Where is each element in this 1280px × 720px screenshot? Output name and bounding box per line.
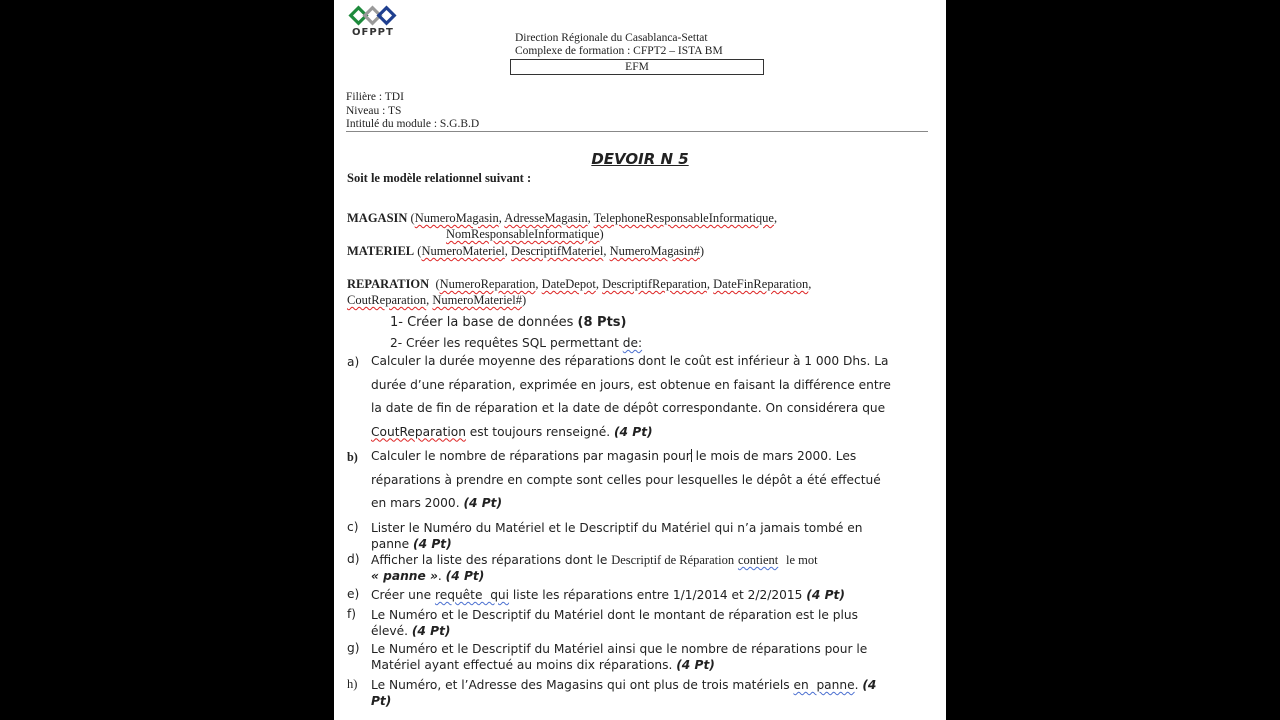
question-e — [371, 587, 845, 603]
flagged-word: contient — [737, 553, 779, 567]
question-line: Créer une — [371, 588, 435, 602]
question-line: Calculer la durée moyenne des réparations dont le coût est inférieur à 1 000 Dhs. La — [371, 354, 889, 368]
header-complexe: Complexe de formation : CFPT2 – ISTA BM — [515, 45, 723, 57]
attribute: NumeroMateriel# — [432, 293, 522, 307]
question-points: (4 Pt) — [806, 588, 845, 602]
question-c-label: c) — [347, 520, 359, 534]
question-line: Calculer le nombre de réparations par magasin pour — [371, 449, 691, 463]
question-points: (4 Pt) — [613, 424, 653, 439]
question-line: panne — [371, 537, 414, 551]
task-number: 1- — [390, 315, 403, 330]
question-line: Lister le Numéro du Matériel et le Descriptif du Matériel qui n’a jamais tombé en — [371, 521, 863, 535]
question-line: liste les réparations entre 1/1/2014 et 2/2/2015 — [509, 588, 807, 602]
attribute: NomResponsableInformatique — [446, 227, 600, 241]
question-c — [371, 520, 862, 552]
task-points: (8 Pts) — [577, 315, 627, 330]
relation-reparation: REPARATION (NumeroReparation, DateDepot, DescriptifReparation, DateFinReparation, — [347, 277, 812, 291]
question-line: . — [437, 569, 446, 583]
intro-text: Soit le modèle relationnel suivant : — [347, 171, 532, 185]
question-line: durée d’une réparation, exprimée en jours, est obtenue en faisant la différence entre — [371, 377, 891, 392]
header-direction: Direction Régionale du Casablanca-Settat — [515, 32, 708, 44]
question-points: (4 Pt) — [411, 624, 451, 638]
question-line: en mars 2000. — [371, 496, 464, 510]
question-points: (4 Pt) — [413, 537, 452, 551]
question-points: (4 Pt) — [463, 496, 503, 510]
attribute: NumeroMagasin# — [609, 244, 700, 258]
logo-text: OFPPT — [352, 27, 394, 38]
question-d — [371, 552, 818, 584]
relation-name: MATERIEL — [347, 244, 415, 258]
question-a — [371, 350, 891, 444]
task-text: Créer la base de données — [407, 315, 578, 330]
question-points: (4 — [862, 678, 877, 692]
question-line: réparations à prendre en compte sont celles pour lesquelles le dépôt a été effectué — [371, 472, 881, 487]
question-line: Le Numéro, et l’Adresse des Magasins qui ont plus de trois matériels — [371, 678, 794, 692]
attribute: DateDepot — [541, 277, 596, 291]
exam-type-box: EFM — [510, 59, 764, 75]
task-text-flagged: de: — [622, 336, 643, 350]
question-b-label: b) — [347, 450, 358, 464]
question-h-label: h) — [347, 677, 358, 691]
question-f-label: f) — [347, 607, 357, 621]
question-line: le mois de mars 2000. Les — [691, 449, 857, 463]
relation-name: REPARATION — [347, 277, 430, 291]
question-line: est toujours renseigné. — [465, 424, 614, 439]
question-g-label: g) — [347, 641, 360, 655]
question-g — [371, 641, 867, 673]
attribute: NumeroMateriel — [421, 244, 505, 258]
flagged-word: en panne — [793, 678, 855, 692]
question-line: Le Numéro et le Descriptif du Matériel dont le montant de réparation est le plus — [371, 608, 858, 622]
relation-magasin-cont: NomResponsableInformatique) — [446, 227, 604, 241]
attribute: DateFinReparation — [713, 277, 809, 291]
question-e-label: e) — [347, 587, 360, 601]
meta-module: Intitulé du module : S.G.B.D — [346, 118, 480, 130]
attribute: DescriptifMateriel — [511, 244, 604, 258]
task-number: 2- — [390, 336, 403, 350]
task-2 — [390, 336, 642, 350]
question-line: Le Numéro et le Descriptif du Matériel ainsi que le nombre de réparations pour le — [371, 642, 868, 656]
attribute: CoutReparation — [347, 293, 427, 307]
question-points: Pt) — [371, 694, 392, 708]
question-h — [371, 677, 876, 709]
header-divider — [346, 131, 928, 132]
attribute: NumeroMagasin — [414, 211, 499, 225]
question-points: (4 Pt) — [676, 658, 715, 672]
quoted-word: « panne » — [371, 569, 438, 583]
flagged-word: requête qui — [434, 588, 510, 602]
meta-niveau: Niveau : TS — [346, 104, 402, 117]
attribute: DescriptifReparation — [602, 277, 707, 291]
question-a-label: a) — [347, 355, 360, 369]
meta-filiere: Filière : TDI — [346, 91, 404, 103]
question-line: Afficher la liste des réparations dont le — [371, 553, 612, 567]
question-f — [371, 607, 858, 639]
question-line: le mot — [785, 553, 818, 567]
relation-name: MAGASIN — [347, 211, 408, 225]
question-line: la date de fin de réparation et la date de dépôt correspondante. On considérera que — [371, 401, 886, 415]
ofppt-logo-icon — [348, 5, 400, 29]
flagged-word: CoutReparation — [371, 424, 466, 439]
serif-text: Descriptif de Réparation — [611, 553, 735, 567]
attribute: AdresseMagasin — [504, 211, 588, 225]
page-title: DEVOIR N 5 — [591, 150, 689, 168]
relation-materiel: MATERIEL (NumeroMateriel, DescriptifMateriel, NumeroMagasin#) — [347, 244, 705, 258]
question-line: Matériel ayant effectué au moins dix réparations. — [371, 658, 677, 672]
question-b — [371, 445, 881, 516]
attribute: TelephoneResponsableInformatique — [593, 211, 774, 225]
attribute: NumeroReparation — [439, 277, 536, 291]
task-text: Créer les requêtes SQL permettant — [406, 336, 623, 350]
relation-reparation-cont: CoutReparation, NumeroMateriel#) — [347, 293, 527, 307]
question-points: (4 Pt) — [445, 569, 485, 583]
task-1 — [390, 315, 626, 330]
relation-magasin: MAGASIN (NumeroMagasin, AdresseMagasin, TelephoneResponsableInformatique, — [347, 211, 778, 225]
document-page — [334, 0, 946, 720]
question-line: . — [854, 678, 863, 692]
question-d-label: d) — [347, 552, 360, 566]
question-line: élevé. — [371, 624, 412, 638]
